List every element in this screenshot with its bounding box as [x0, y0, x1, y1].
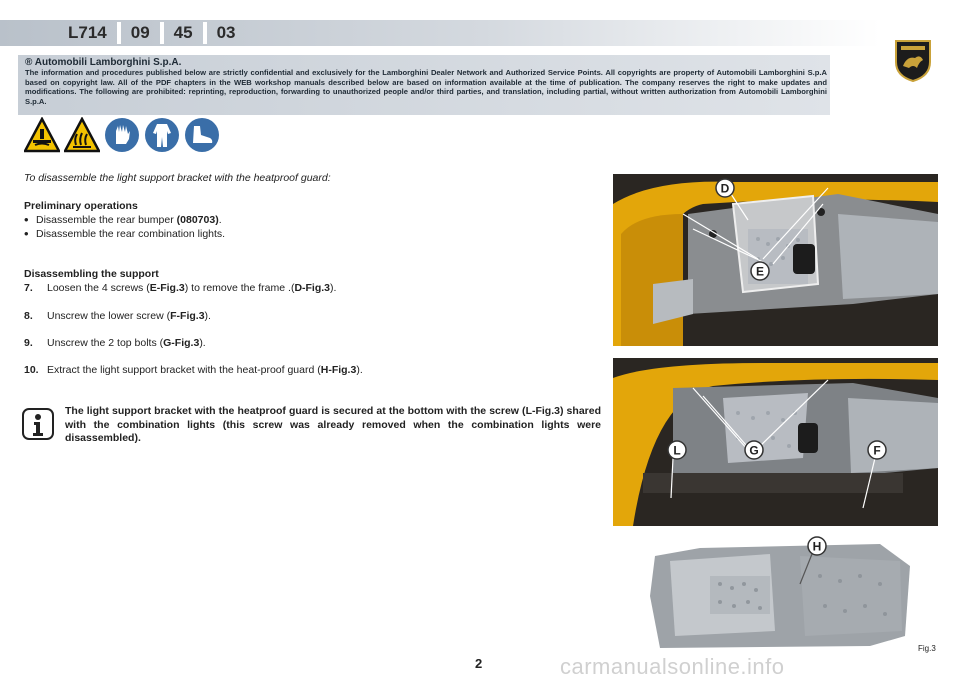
svg-text:D: D	[720, 181, 730, 196]
code-section: 03	[216, 23, 236, 42]
legal-title: ® Automobili Lamborghini S.p.A.	[25, 57, 182, 68]
code-group: 09	[121, 22, 164, 44]
svg-text:H: H	[812, 539, 822, 554]
watermark: carmanualsonline.info	[560, 654, 785, 679]
preliminary-heading: Preliminary operations	[24, 200, 138, 212]
figure-label: Fig.3	[918, 644, 936, 653]
step-10: 10. Extract the light support bracket with the heat-proof guard (H-Fig.3).	[24, 364, 363, 376]
safety-icons	[24, 117, 220, 153]
list-item: • Disassemble the rear bumper (080703).	[24, 212, 222, 228]
list-item: • Disassemble the rear combination lights.	[24, 226, 226, 242]
callout-f	[868, 441, 886, 459]
code-model: L714	[58, 22, 121, 44]
overalls-required-icon	[144, 117, 180, 153]
disassembly-heading: Disassembling the support	[24, 268, 159, 280]
document-code	[58, 22, 246, 44]
crush-hazard-warning-icon	[24, 117, 60, 153]
note-text: The light support bracket with the heatproof guard is secured at the bottom with the screw (L-Fig.3) shared with the combination lights (this screw was already removed when the combination lights were disassembled).	[65, 405, 601, 444]
info-icon	[22, 408, 54, 440]
hot-surface-warning-icon	[64, 117, 100, 153]
callout-h	[808, 537, 826, 555]
callout-e	[751, 262, 769, 280]
svg-text:L: L	[673, 443, 681, 458]
svg-text:F: F	[873, 443, 881, 458]
step-8: 8. Unscrew the lower screw (F-Fig.3).	[24, 310, 211, 322]
callout-g	[745, 441, 763, 459]
lamborghini-logo-icon	[893, 38, 933, 82]
photo-removed-bracket	[640, 536, 915, 652]
code-subgroup: 45	[164, 22, 207, 44]
svg-text:E: E	[755, 264, 765, 279]
step-7: 7. Loosen the 4 screws (E-Fig.3) to remove the frame .(D-Fig.3).	[24, 282, 337, 294]
callout-l	[668, 441, 686, 459]
legal-text: The information and procedures published below are strictly confidential and exclusively for the Lamborghini Dealer Network and Authorized Service Points. All copyrights are property of Automobili Lamborghini S.p.A based on copyright law. All of the PDF chapters in the WEB workshop manuals described below are based on information available at the time of publication. The company reserves the right to make updates and modifications. The following are prohibited: reprinting, reproduction, forwarding to unauthorized people and/or third parties, and translation, including partial, without written authorization from Automobili Lamborghini S.p.A.	[25, 68, 827, 106]
safety-shoes-required-icon	[184, 117, 220, 153]
step-9: 9. Unscrew the 2 top bolts (G-Fig.3).	[24, 337, 206, 349]
gloves-required-icon	[104, 117, 140, 153]
svg-text:G: G	[749, 443, 759, 458]
callout-d	[716, 179, 734, 197]
page-number: 2	[475, 656, 483, 671]
photo-frame-removal	[613, 174, 938, 346]
intro-text: To disassemble the light support bracket with the heatproof guard:	[24, 172, 331, 184]
photo-bracket-screws	[613, 358, 938, 526]
